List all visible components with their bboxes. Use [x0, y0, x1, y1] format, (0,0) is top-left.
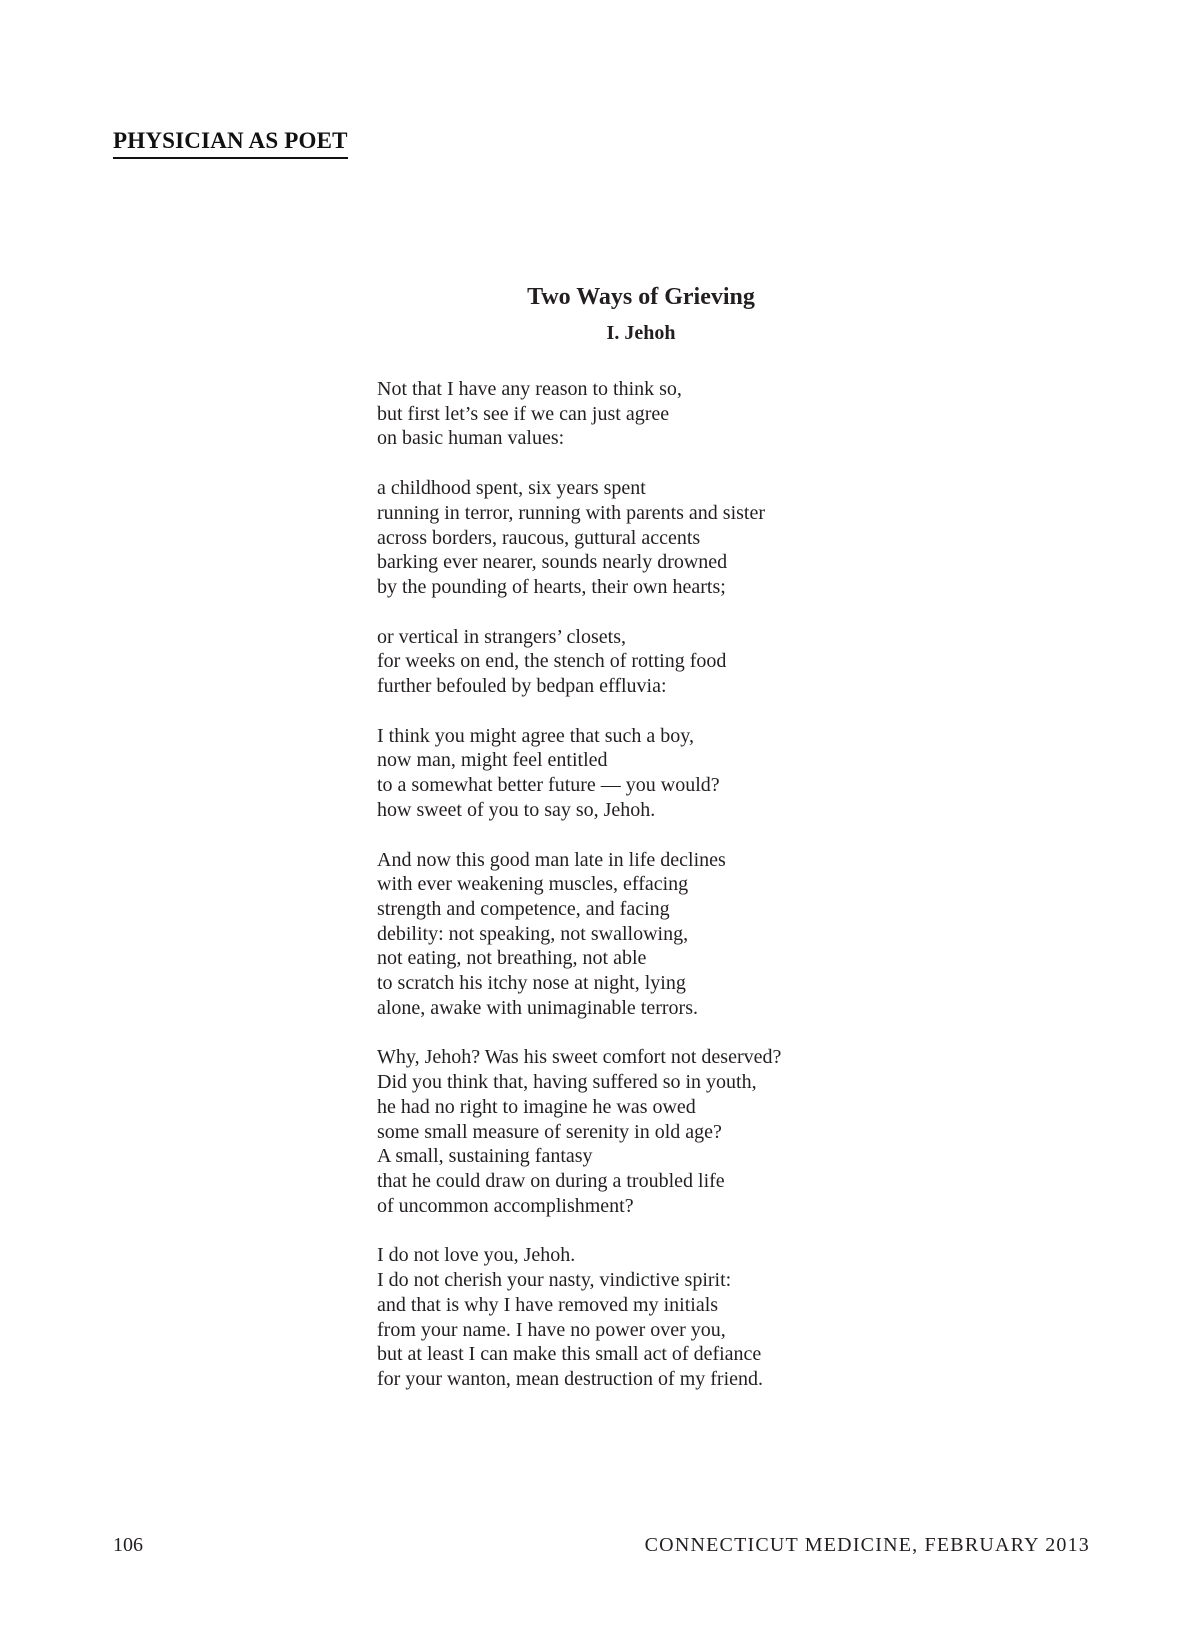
poem-line: of uncommon accomplishment? [377, 1194, 634, 1217]
poem-line: with ever weakening muscles, effacing [377, 873, 689, 896]
poem-line: that he could draw on during a troubled life [377, 1169, 725, 1192]
poem-title: Two Ways of Grieving [527, 284, 755, 310]
poem-line: on basic human values: [377, 427, 565, 450]
poem-line: And now this good man late in life declines [377, 848, 726, 871]
poem-line: he had no right to imagine he was owed [377, 1095, 696, 1118]
poem-line: or vertical in strangers’ closets, [377, 625, 626, 648]
page-number: 106 [113, 1534, 143, 1556]
poem-line: not eating, not breathing, not able [377, 947, 647, 970]
poem-line: a childhood spent, six years spent [377, 477, 646, 500]
poem-stanza [377, 625, 937, 699]
poem-line: but first let’s see if we can just agree [377, 402, 670, 425]
poem-stanza [377, 476, 937, 600]
poem-line: I do not cherish your nasty, vindictive spirit: [377, 1269, 732, 1292]
poem-line: for weeks on end, the stench of rotting food [377, 650, 727, 673]
poem-line: barking ever nearer, sounds nearly drowned [377, 551, 728, 574]
poem-line: from your name. I have no power over you, [377, 1318, 726, 1341]
poem-line: to scratch his itchy nose at night, lying [377, 972, 686, 995]
poem-line: Did you think that, having suffered so in youth, [377, 1071, 757, 1094]
poem-line: I think you might agree that such a boy, [377, 724, 694, 747]
poem-line: Not that I have any reason to think so, [377, 378, 682, 400]
poem-stanza [377, 1045, 937, 1218]
poem-line: I do not love you, Jehoh. [377, 1244, 576, 1267]
poem-line: by the pounding of hearts, their own hearts; [377, 575, 726, 598]
poem-subtitle: I. Jehoh [606, 322, 676, 344]
poem-stanza [377, 848, 937, 1021]
poem-line: running in terror, running with parents and sister [377, 501, 766, 524]
poem-line: some small measure of serenity in old age? [377, 1120, 722, 1143]
poem-line: but at least I can make this small act of defiance [377, 1343, 762, 1366]
poem-line: alone, awake with unimaginable terrors. [377, 996, 698, 1019]
poem-heading [376, 282, 906, 346]
poem-line: for your wanton, mean destruction of my friend. [377, 1367, 764, 1390]
poem-stanza [377, 724, 937, 823]
poem-line: strength and competence, and facing [377, 897, 670, 920]
journal-footer: CONNECTICUT MEDICINE, FEBRUARY 2013 [644, 1534, 1090, 1556]
poem-line: further befouled by bedpan effluvia: [377, 675, 667, 698]
poem-stanza [377, 377, 937, 451]
poem-line: and that is why I have removed my initials [377, 1293, 719, 1316]
poem-line: now man, might feel entitled [377, 749, 608, 772]
poem-line: to a somewhat better future — you would? [377, 774, 720, 797]
poem-line: Why, Jehoh? Was his sweet comfort not deserved? [377, 1046, 782, 1069]
poem-line: debility: not speaking, not swallowing, [377, 922, 689, 945]
poem-line: A small, sustaining fantasy [377, 1145, 593, 1168]
poem-body [377, 377, 937, 1417]
poem-line: how sweet of you to say so, Jehoh. [377, 798, 656, 821]
poem-stanza [377, 1243, 937, 1391]
poem-line: across borders, raucous, guttural accents [377, 526, 701, 549]
section-label: PHYSICIAN AS POET [113, 128, 348, 159]
